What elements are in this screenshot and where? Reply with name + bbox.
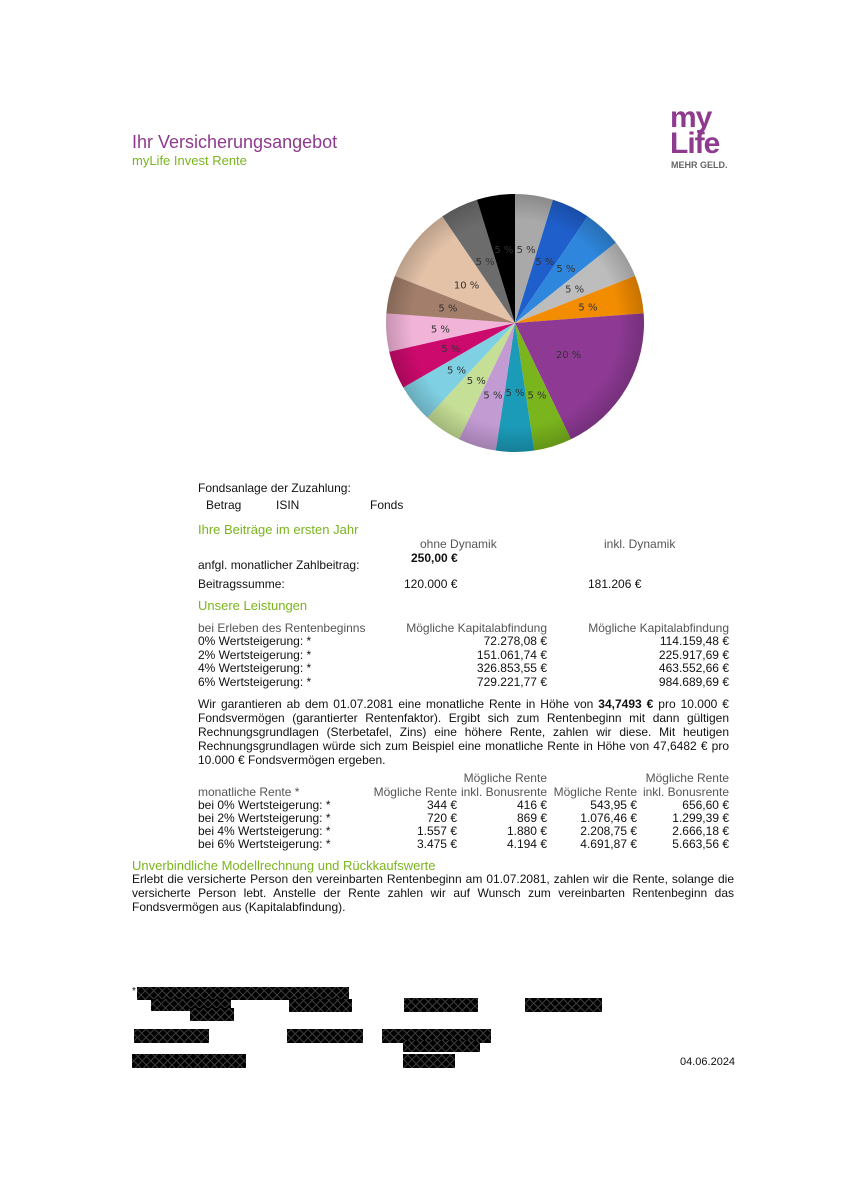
redacted-block — [190, 1008, 234, 1021]
contributions-heading: Ihre Beiträge im ersten Jahr — [198, 522, 359, 537]
pension-row-c4: 656,60 € — [682, 798, 729, 812]
pie-slice-label: 5 % — [483, 390, 503, 402]
logo-tagline: MEHR GELD. — [671, 160, 728, 170]
redacted-block — [289, 999, 352, 1012]
benefit-row-b: 225.917,69 € — [658, 648, 729, 662]
benefits-col-label: bei Erleben des Rentenbeginns — [198, 621, 366, 635]
model-heading: Unverbindliche Modellrechnung und Rückkaufswerte — [132, 858, 436, 873]
pension-col2-bottom: inkl. Bonusrente — [460, 785, 547, 799]
pie-slice-label: 5 % — [475, 256, 495, 268]
redacted-block — [525, 998, 602, 1012]
benefit-row-b: 463.552,66 € — [658, 661, 729, 675]
pension-col4-top: Mögliche Rente — [645, 771, 729, 785]
col-ohne-dynamik: ohne Dynamik — [420, 537, 497, 551]
pie-slice-label: 5 % — [505, 387, 525, 399]
pie-slice-label: 5 % — [466, 375, 486, 387]
pension-col1: Mögliche Rente — [373, 785, 457, 799]
pension-row-c3: 4.691,87 € — [580, 837, 637, 851]
fund-col-isin: ISIN — [276, 498, 300, 512]
benefit-row-label: 0% Wertsteigerung: * — [198, 634, 312, 648]
redacted-block — [134, 1029, 209, 1043]
col-inkl-dynamik: inkl. Dynamik — [604, 537, 676, 551]
redacted-block — [403, 1040, 480, 1052]
benefit-row-b: 114.159,48 € — [659, 634, 729, 648]
mylife-logo — [668, 101, 738, 172]
pie-shading — [386, 194, 644, 452]
pie-slice-label: 5 % — [565, 284, 585, 296]
footer-asterisk: * — [132, 986, 136, 997]
pie-slice-label: 5 % — [556, 264, 576, 276]
contribution-sum-label: Beitragssumme: — [198, 577, 285, 591]
benefits-col-a: Mögliche Kapitalabfindung — [406, 621, 547, 635]
document-date: 04.06.2024 — [680, 1056, 736, 1068]
pension-row-c1: 1.557 € — [416, 824, 457, 838]
guarantee-text-2: pro 10.000 € Fondsvermögen (garantierter Rentenfaktor). Ergibt sich zum Rentenbeginn mit dann gültigen Rechnungsgrundlagen (Sterbetafel, Zins) eine höhere Rente, zahlen wir diese. Mit heutigen Rechnungsgrundlagen würde sich zum Beispiel eine monatliche Rente in Höhe von 47,6482 € pro 10.000 € Fondsvermögen ergeben. — [198, 697, 729, 767]
contribution-sum-ohne: 120.000 € — [404, 577, 458, 591]
pension-row-c2: 1.880 € — [506, 824, 547, 838]
logo-life: Life — [670, 127, 720, 160]
redacted-block — [403, 1054, 455, 1068]
pie-slice-label: 20 % — [555, 349, 582, 361]
contribution-sum-inkl: 181.206 € — [588, 577, 642, 591]
pie-slice-label: 10 % — [453, 280, 480, 292]
pension-row-c1: 3.475 € — [416, 837, 457, 851]
benefits-col-b: Mögliche Kapitalabfindung — [588, 621, 729, 635]
benefits-heading: Unsere Leistungen — [198, 598, 308, 613]
guarantee-factor: 34,7493 € — [598, 697, 654, 711]
pie-slice-label: 5 % — [446, 365, 467, 377]
benefit-row-label: 6% Wertsteigerung: * — [198, 675, 312, 689]
guarantee-text-1: Wir garantieren ab dem 01.07.2081 eine monatliche Rente in Höhe von — [198, 697, 599, 711]
benefit-row-a: 151.061,74 € — [476, 648, 547, 662]
fund-heading: Fondsanlage der Zuzahlung: — [198, 481, 351, 495]
pension-row-c3: 2.208,75 € — [580, 824, 637, 838]
fund-allocation-pie-chart — [384, 192, 646, 454]
pie-slice-label: 5 % — [438, 303, 458, 315]
pie-slice-label: 5 % — [578, 302, 598, 314]
pension-row-label: bei 6% Wertsteigerung: * — [198, 837, 331, 851]
logo-my: my — [670, 101, 712, 134]
fund-col-fonds: Fonds — [370, 498, 404, 512]
document-subtitle: myLife Invest Rente — [132, 153, 247, 168]
benefit-row-label: 4% Wertsteigerung: * — [198, 661, 312, 675]
pie-slice-label: 5 % — [535, 256, 555, 268]
pension-row-c1: 344 € — [426, 798, 457, 812]
monthly-contribution-label: anfgl. monatlicher Zahlbeitrag: — [198, 558, 360, 572]
pension-col2-top: Mögliche Rente — [463, 771, 547, 785]
pie-slice-label: 5 % — [494, 245, 514, 257]
pension-col-label: monatliche Rente * — [198, 785, 300, 799]
pension-row-c1: 720 € — [426, 811, 457, 825]
redacted-block — [287, 1029, 363, 1043]
redacted-block — [404, 998, 478, 1012]
benefit-row-a: 72.278,08 € — [483, 634, 547, 648]
pension-row-c4: 5.663,56 € — [672, 837, 729, 851]
benefit-row-a: 729.221,77 € — [476, 675, 547, 689]
pension-row-c2: 416 € — [516, 798, 547, 812]
pie-slice-label: 5 % — [527, 390, 547, 402]
monthly-contribution-value: 250,00 € — [411, 551, 458, 565]
benefit-row-label: 2% Wertsteigerung: * — [198, 648, 312, 662]
pension-col4-bottom: inkl. Bonusrente — [642, 785, 729, 799]
pension-row-c2: 869 € — [516, 811, 547, 825]
pie-slice-label: 5 % — [430, 324, 450, 336]
pension-row-c4: 1.299,39 € — [672, 811, 729, 825]
pension-row-c3: 1.076,46 € — [580, 811, 637, 825]
pension-row-label: bei 0% Wertsteigerung: * — [198, 798, 331, 812]
pie-slice-label: 5 % — [441, 344, 461, 356]
benefit-row-b: 984.689,69 € — [658, 675, 729, 689]
pension-row-c3: 543,95 € — [590, 798, 637, 812]
redacted-block — [132, 1054, 246, 1068]
model-paragraph: Erlebt die versicherte Person den vereinbarten Rentenbeginn am 01.07.2081, zahlen wir die Rente, solange die versicherte Person lebt. Anstelle der Rente zahlen wir auf Wunsch zum vereinbarten Rentenbeginn das Fondsvermögen aus (Kapitalabfindung). — [132, 872, 734, 914]
pension-row-label: bei 4% Wertsteigerung: * — [198, 824, 331, 838]
benefit-row-a: 326.853,55 € — [476, 661, 547, 675]
fund-col-betrag: Betrag — [206, 498, 242, 512]
pension-row-c2: 4.194 € — [506, 837, 547, 851]
document-title: Ihr Versicherungsangebot — [132, 132, 338, 152]
pension-row-c4: 2.666,18 € — [672, 824, 729, 838]
pension-row-label: bei 2% Wertsteigerung: * — [198, 811, 331, 825]
pie-slice-label: 5 % — [516, 245, 536, 257]
guarantee-paragraph — [198, 697, 729, 767]
pension-col3: Mögliche Rente — [553, 785, 637, 799]
